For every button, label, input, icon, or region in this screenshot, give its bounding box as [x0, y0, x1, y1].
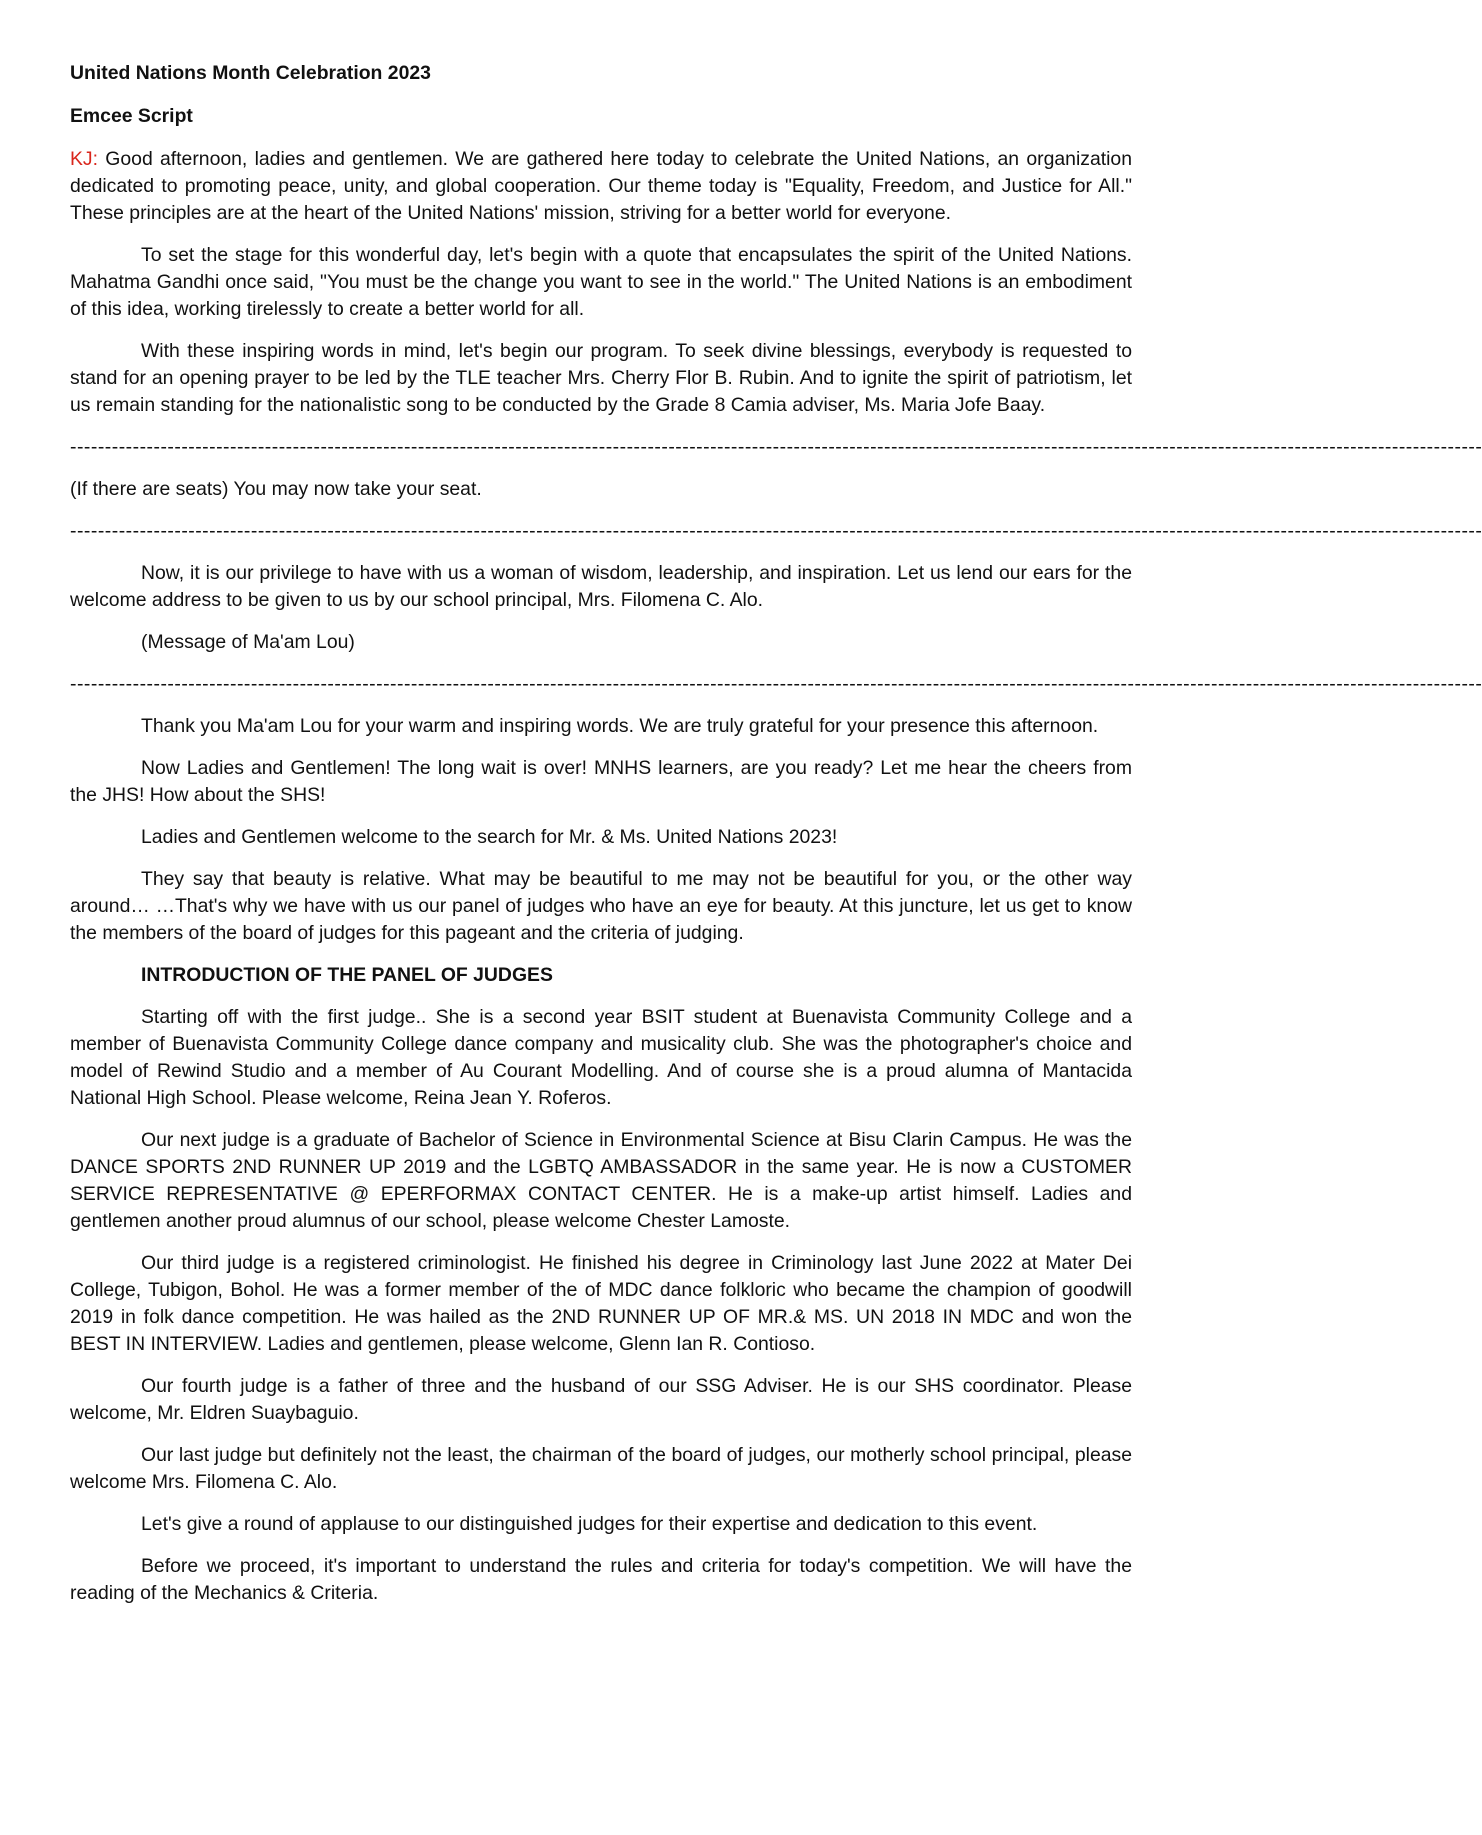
prayer-paragraph: With these inspiring words in mind, let's begin our program. To seek divine blessings, everybody is requested to stand for an opening prayer to be led by the TLE teacher Mrs. Cherry Flor B. Rubin. And to ignite the spirit of patriotism, let us remain standing for the nationalistic song to be conducted by the Grade 8 Camia adviser, Ms. Maria Jofe Baay. [70, 340, 1132, 416]
opening-paragraph [70, 146, 1132, 227]
judges-heading: INTRODUCTION OF THE PANEL OF JUDGES [141, 964, 553, 986]
quote-paragraph: To set the stage for this wonderful day, let's begin with a quote that encapsulates the spirit of the United Nations. Mahatma Gandhi once said, "You must be the change you want to see in the world." The United Nations is an embodiment of this idea, working tirelessly to create a better world for all. [70, 244, 1132, 320]
applause-paragraph: Let's give a round of applause to our distinguished judges for their expertise and dedication to this event. [141, 1513, 1038, 1535]
judge-paragraph-1: Starting off with the first judge.. She is a second year BSIT student at Buenavista Community College and a member of Buenavista Community College dance company and musicality club. She was the photographer's choice and model of Rewind Studio and a member of Au Courant Modelling. And of course she is a proud alumna of Mantacida National High School. Please welcome, Reina Jean Y. Roferos. [70, 1006, 1132, 1109]
opening-text: Good afternoon, ladies and gentlemen. We are gathered here today to celebrate the United Nations, an organization dedicated to promoting peace, unity, and global cooperation. Our theme today is "Equality, Freedom, and Justice for All." These principles are at the heart of the United Nations' mission, striving for a better world for everyone. [70, 148, 1133, 224]
divider-line: ----------------------------------------------------------------------------------------------------------------------------------------------------------------------------------------------------------- [70, 436, 1482, 458]
message-note: (Message of Ma'am Lou) [141, 631, 355, 653]
judge-paragraph-4: Our fourth judge is a father of three and the husband of our SSG Adviser. He is our SHS coordinator. Please welcome, Mr. Eldren Suaybaguio. [70, 1375, 1132, 1424]
judge-paragraph-3: Our third judge is a registered criminologist. He finished his degree in Criminology last June 2022 at Mater Dei College, Tubigon, Bohol. He was a former member of the of MDC dance folkloric who became the champion of goodwill 2019 in folk dance competition. He was hailed as the 2ND RUNNER UP OF MR.& MS. UN 2018 IN MDC and won the BEST IN INTERVIEW. Ladies and gentlemen, please welcome, Glenn Ian R. Contioso. [70, 1252, 1132, 1355]
script-document [70, 60, 1482, 1622]
judge-paragraph-2: Our next judge is a graduate of Bachelor of Science in Environmental Science at Bisu Clarin Campus. He was the DANCE SPORTS 2ND RUNNER UP 2019 and the LGBTQ AMBASSADOR in the same year. He is now a CUSTOMER SERVICE REPRESENTATIVE @ EPERFORMAX CONTACT CENTER. He is a make-up artist himself. Ladies and gentlemen another proud alumnus of our school, please welcome Chester Lamoste. [70, 1129, 1132, 1232]
document-title: United Nations Month Celebration 2023 [70, 62, 431, 84]
divider-line: ----------------------------------------------------------------------------------------------------------------------------------------------------------------------------------------------------------- [70, 520, 1482, 542]
thanks-paragraph: Thank you Ma'am Lou for your warm and inspiring words. We are truly grateful for your presence this afternoon. [141, 715, 1099, 737]
divider-line: ----------------------------------------------------------------------------------------------------------------------------------------------------------------------------------------------------------- [70, 673, 1482, 695]
beauty-paragraph: They say that beauty is relative. What may be beautiful to me may not be beautiful for you, or the other way around… …That's why we have with us our panel of judges who have an eye for beauty. At this juncture, let us get to know the members of the board of judges for this pageant and the criteria of judging. [70, 868, 1132, 944]
cheers-paragraph: Now Ladies and Gentlemen! The long wait is over! MNHS learners, are you ready? Let me hear the cheers from the JHS! How about the SHS! [70, 757, 1132, 806]
search-paragraph: Ladies and Gentlemen welcome to the search for Mr. & Ms. United Nations 2023! [141, 826, 838, 848]
document-subtitle: Emcee Script [70, 105, 193, 127]
seats-paragraph: (If there are seats) You may now take your seat. [70, 478, 482, 500]
criteria-paragraph: Before we proceed, it's important to understand the rules and criteria for today's competition. We will have the reading of the Mechanics & Criteria. [70, 1555, 1132, 1604]
welcome-paragraph: Now, it is our privilege to have with us a woman of wisdom, leadership, and inspiration. Let us lend our ears for the welcome address to be given to us by our school principal, Mrs. Filomena C. Alo. [70, 562, 1132, 611]
judge-paragraph-5: Our last judge but definitely not the least, the chairman of the board of judges, our motherly school principal, please welcome Mrs. Filomena C. Alo. [70, 1444, 1132, 1493]
speaker-label: KJ: [70, 148, 99, 170]
